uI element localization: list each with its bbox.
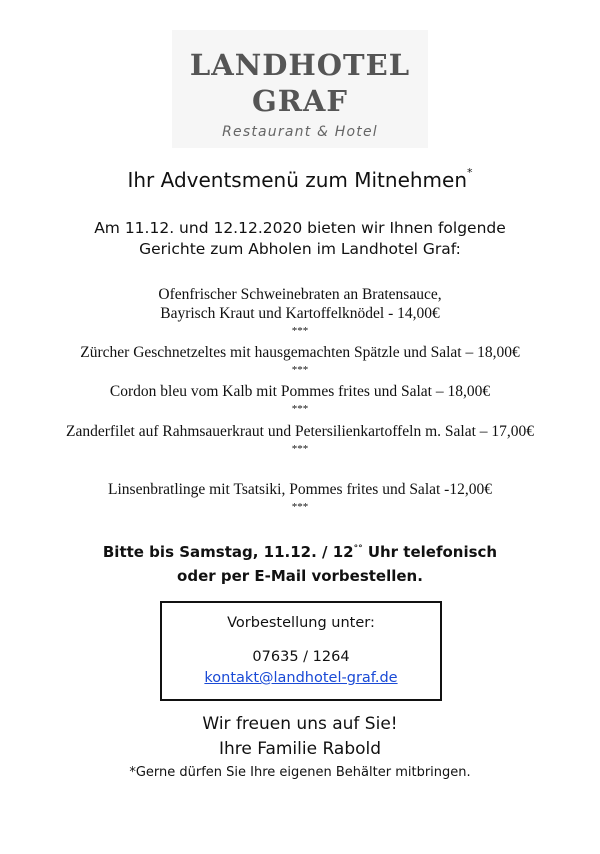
dish-3: Cordon bleu vom Kalb mit Pommes frites und Salat – 18,00€: [109, 383, 491, 400]
logo-name-line2: GRAF: [252, 84, 348, 118]
menu-separator: ***: [291, 403, 309, 415]
intro-line-2: Gerichte zum Abholen im Landhotel Graf:: [139, 240, 461, 258]
dish-1-line-2: Bayrisch Kraut und Kartoffelknödel - 14,00€: [160, 305, 440, 322]
contact-email-link[interactable]: kontakt@landhotel-graf.de: [204, 670, 398, 686]
title-text: Ihr Adventsmenü zum Mitnehmen: [127, 168, 468, 192]
closing-line-1: Wir freuen uns auf Sie!: [202, 714, 398, 734]
menu-separator: ***: [291, 443, 309, 455]
contact-email-container: [162, 670, 440, 686]
dish-4: Zanderfilet auf Rahmsauerkraut und Petersilienkartoffeln m. Salat – 17,00€: [65, 423, 535, 440]
contact-heading: Vorbestellung unter:: [227, 615, 375, 631]
dish-1-line-1: Ofenfrischer Schweinebraten an Bratensauce,: [158, 286, 442, 303]
logo-subtitle: Restaurant & Hotel: [222, 124, 378, 140]
logo-name-line1: LANDHOTEL: [189, 48, 411, 82]
order-deadline-text: Bitte bis Samstag, 11.12. / 12: [102, 543, 354, 561]
hotel-logo: [172, 30, 428, 148]
contact-phone: 07635 / 1264: [252, 649, 350, 665]
order-deadline-text-end: Uhr telefonisch: [362, 543, 498, 561]
menu-separator: ***: [291, 325, 309, 337]
title-footnote-marker: *: [467, 166, 473, 179]
dish-5: Linsenbratlinge mit Tsatsiki, Pommes frites und Salat -12,00€: [108, 481, 492, 498]
menu-separator: ***: [291, 501, 309, 513]
dish-2: Zürcher Geschnetzeltes mit hausgemachten Spätzle und Salat – 18,00€: [80, 344, 520, 361]
order-deadline-line-2: oder per E-Mail vorbestellen.: [177, 567, 423, 585]
closing-line-2: Ihre Familie Rabold: [218, 739, 382, 759]
preorder-contact-box: [160, 601, 442, 701]
order-deadline-time-superscript: °°: [353, 544, 363, 554]
page-title: [0, 168, 600, 192]
footnote: *Gerne dürfen Sie Ihre eigenen Behälter mitbringen.: [129, 765, 471, 780]
intro-line-1: Am 11.12. und 12.12.2020 bieten wir Ihnen folgende: [94, 219, 506, 237]
order-deadline-line-1: [0, 543, 600, 561]
menu-separator: ***: [291, 364, 309, 376]
